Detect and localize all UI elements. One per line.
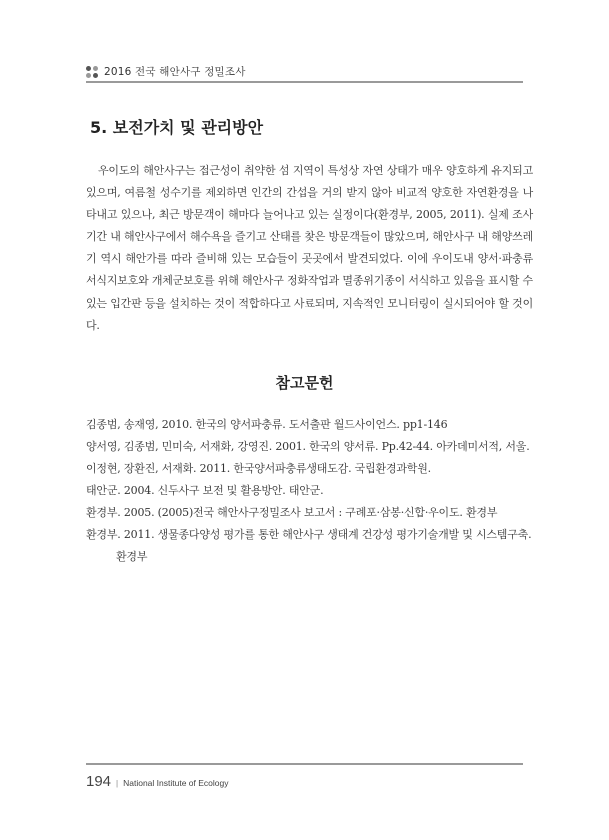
reference-item: 김종범, 송재영, 2010. 한국의 양서파충류. 도서출판 월드사이언스. pp1-146 bbox=[86, 418, 448, 431]
reference-item: 환경부. 2011. 생물종다양성 평가를 통한 해안사구 생태계 건강성 평가기술개발 및 시스템구축. 환경부 bbox=[86, 528, 532, 563]
reference-item: 태안군. 2004. 신두사구 보전 및 활용방안. 태안군. bbox=[86, 484, 324, 497]
page-number: 194 bbox=[86, 773, 112, 790]
reference-item: 양서영, 김종범, 민미숙, 서재화, 강영진. 2001. 한국의 양서류. Pp.42-44. 아카데미서적, 서울. bbox=[86, 440, 530, 453]
references-title: 참고문헌 bbox=[275, 374, 334, 392]
page-footer bbox=[86, 773, 228, 790]
header-divider bbox=[86, 81, 523, 83]
section-title: 5. 보전가치 및 관리방안 bbox=[90, 118, 264, 137]
footer-divider bbox=[86, 763, 523, 765]
running-header bbox=[86, 64, 246, 79]
reference-item: 환경부. 2005. (2005)전국 해안사구정밀조사 보고서 : 구례포·삼봉·신합·우이도. 환경부 bbox=[86, 506, 498, 519]
footer-institution: National Institute of Ecology bbox=[123, 778, 229, 788]
footer-separator: | bbox=[116, 779, 119, 788]
header-dots-icon bbox=[86, 66, 98, 78]
running-header-title: 2016 전국 해안사구 정밀조사 bbox=[104, 66, 246, 78]
reference-item: 이정현, 장환진, 서재화. 2011. 한국양서파충류생태도감. 국립환경과학원. bbox=[86, 462, 431, 475]
body-paragraph: 우이도의 해안사구는 접근성이 취약한 섬 지역이 특성상 자연 상태가 매우 양호하게 유지되고 있으며, 여름철 성수기를 제외하면 인간의 간섭을 거의 받지 않아 비교적 양호한 자연환경을 나타내고 있으나, 최근 방문객이 해마다 늘어나고 있는 실정이다(환경부, 2005, 2011). 실제 조사기간 내 해안사구에서 해수욕을 즐기고 산태를 찾은 방문객들이 많았으며, 해안사구 내 해양쓰레기 역시 해안가를 따라 즐비해 있는 모습들이 곳곳에서 발견되었다. 이에 우이도내 양서·파충류 서식지보호와 개체군보호를 위해 해안사구 정화작업과 멸종위기종이 서식하고 있음을 표시할 수 있는 입간판 등을 설치하는 것이 적합하다고 사료되며, 지속적인 모니터링이 실시되어야 할 것이다. bbox=[86, 164, 533, 332]
reference-list bbox=[86, 414, 533, 568]
